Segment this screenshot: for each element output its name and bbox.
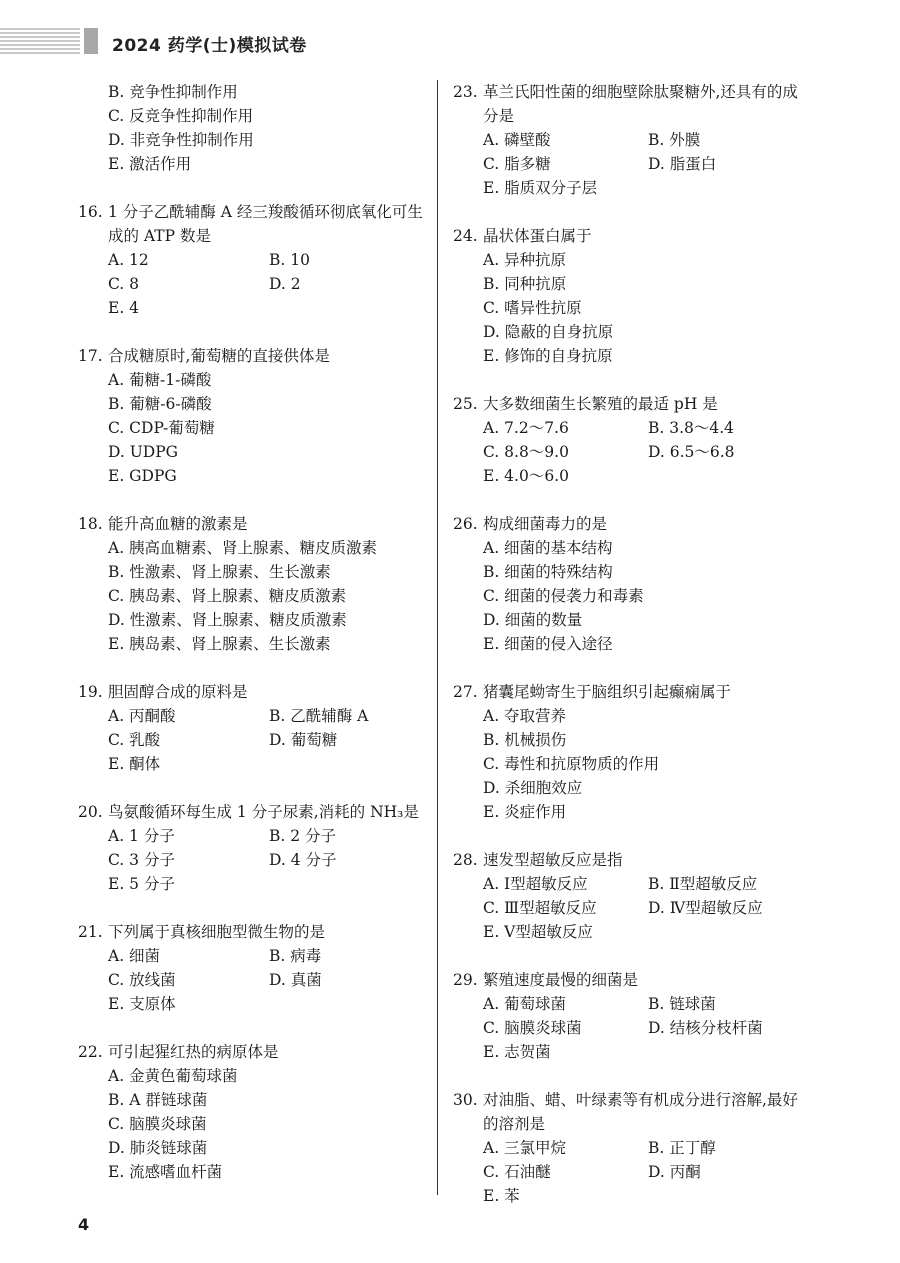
question-number: 19. xyxy=(78,683,103,701)
question-26 xyxy=(453,512,813,656)
question-number: 27. xyxy=(453,683,478,701)
answer-option: C. 毒性和抗原物质的作用 xyxy=(483,755,660,773)
question-30 xyxy=(453,1088,813,1208)
answer-option: B. A 群链球菌 xyxy=(108,1091,208,1109)
answer-option: C. 8.8～9.0 xyxy=(483,443,569,461)
answer-option: B. 2 分子 xyxy=(269,827,337,845)
answer-option: B. 同种抗原 xyxy=(483,275,567,293)
question-number: 29. xyxy=(453,971,478,989)
answer-option: A. 磷壁酸 xyxy=(483,131,551,149)
answer-option: A. 丙酮酸 xyxy=(108,707,176,725)
answer-options xyxy=(453,1136,813,1208)
header-stripe-decoration xyxy=(0,28,80,54)
answer-options xyxy=(78,536,430,656)
answer-option: D. 脂蛋白 xyxy=(648,155,717,173)
header-block-decoration xyxy=(84,28,98,54)
answer-option: B. 机械损伤 xyxy=(483,731,567,749)
answer-option: C. 乳酸 xyxy=(108,731,161,749)
answer-option: D. 结核分枝杆菌 xyxy=(648,1019,763,1037)
question-29 xyxy=(453,968,813,1064)
answer-option: C. 脑膜炎球菌 xyxy=(483,1019,582,1037)
question-stem xyxy=(453,224,813,248)
answer-option: A. 三氯甲烷 xyxy=(483,1139,567,1157)
answer-option: E. 胰岛素、肾上腺素、生长激素 xyxy=(108,635,331,653)
question-16 xyxy=(78,200,430,320)
answer-option: A. 细菌的基本结构 xyxy=(483,539,613,557)
answer-option: C. 细菌的侵袭力和毒素 xyxy=(483,587,644,605)
answer-option: C. Ⅲ型超敏反应 xyxy=(483,899,597,917)
question-stem xyxy=(78,1040,430,1064)
question-24 xyxy=(453,224,813,368)
question-stem xyxy=(453,392,813,416)
answer-options xyxy=(453,992,813,1064)
answer-options xyxy=(78,1064,430,1184)
answer-option: E. 4 xyxy=(108,299,140,317)
answer-option: A. 12 xyxy=(108,251,149,269)
answer-option: B. 链球菌 xyxy=(648,995,716,1013)
question-stem xyxy=(453,848,813,872)
answer-option: D. 杀细胞效应 xyxy=(483,779,583,797)
right-question-column xyxy=(453,80,813,1232)
answer-options xyxy=(453,416,813,488)
question-stem xyxy=(453,512,813,536)
question-21 xyxy=(78,920,430,1016)
question-stem xyxy=(453,680,813,704)
answer-option: E. GDPG xyxy=(108,467,177,485)
answer-option: E. 脂质双分子层 xyxy=(483,179,598,197)
question-number: 22. xyxy=(78,1043,103,1061)
question-number: 20. xyxy=(78,803,103,821)
answer-options xyxy=(453,128,813,200)
answer-options xyxy=(78,80,430,176)
answer-option: C. 脑膜炎球菌 xyxy=(108,1115,207,1133)
answer-option: D. 4 分子 xyxy=(269,851,337,869)
question-25 xyxy=(453,392,813,488)
answer-option: C. 反竞争性抑制作用 xyxy=(108,107,254,125)
question-20 xyxy=(78,800,430,896)
answer-options xyxy=(78,824,430,896)
question-text: 对油脂、蜡、叶绿素等有机成分进行溶解,最好的溶剂是 xyxy=(483,1091,798,1133)
answer-option: A. 异种抗原 xyxy=(483,251,567,269)
answer-option: D. 隐蔽的自身抗原 xyxy=(483,323,614,341)
answer-option: A. 金黄色葡萄球菌 xyxy=(108,1067,238,1085)
answer-option: E. 修饰的自身抗原 xyxy=(483,347,613,365)
question-stem xyxy=(78,920,430,944)
answer-option: B. 葡糖-6-磷酸 xyxy=(108,395,212,413)
answer-option: E. 炎症作用 xyxy=(483,803,567,821)
answer-option: C. 胰岛素、肾上腺素、糖皮质激素 xyxy=(108,587,347,605)
answer-option: A. 葡糖-1-磷酸 xyxy=(108,371,212,389)
question-text: 合成糖原时,葡萄糖的直接供体是 xyxy=(108,347,330,365)
question-number: 21. xyxy=(78,923,103,941)
question-stem xyxy=(78,800,430,824)
question-text: 猪囊尾蚴寄生于脑组织引起癫痫属于 xyxy=(483,683,732,701)
page-header-title: 2024 药学(士)模拟试卷 xyxy=(112,36,307,56)
answer-option: B. 3.8～4.4 xyxy=(648,419,735,437)
question-number: 16. xyxy=(78,203,103,221)
answer-option: E. 流感嗜血杆菌 xyxy=(108,1163,223,1181)
question-text: 革兰氏阳性菌的细胞壁除肽聚糖外,还具有的成分是 xyxy=(483,83,798,125)
question-number: 17. xyxy=(78,347,103,365)
question-stem xyxy=(78,344,430,368)
answer-option: D. UDPG xyxy=(108,443,179,461)
answer-option: D. 性激素、肾上腺素、糖皮质激素 xyxy=(108,611,347,629)
answer-option: B. 性激素、肾上腺素、生长激素 xyxy=(108,563,331,581)
question-number: 25. xyxy=(453,395,478,413)
answer-option: B. Ⅱ型超敏反应 xyxy=(648,875,758,893)
answer-option: C. 脂多糖 xyxy=(483,155,551,173)
question-text: 大多数细菌生长繁殖的最适 pH 是 xyxy=(483,395,718,413)
answer-option: B. 10 xyxy=(269,251,310,269)
question-text: 下列属于真核细胞型微生物的是 xyxy=(108,923,326,941)
answer-option: B. 乙酰辅酶 A xyxy=(269,707,369,725)
question-number: 28. xyxy=(453,851,478,869)
answer-option: D. 6.5～6.8 xyxy=(648,443,735,461)
question-number: 18. xyxy=(78,515,103,533)
answer-option: E. 支原体 xyxy=(108,995,176,1013)
answer-option: D. 葡萄糖 xyxy=(269,731,338,749)
answer-option: E. Ⅴ型超敏反应 xyxy=(483,923,593,941)
answer-option: D. 细菌的数量 xyxy=(483,611,583,629)
question-text: 繁殖速度最慢的细菌是 xyxy=(483,971,639,989)
question-text: 构成细菌毒力的是 xyxy=(483,515,608,533)
page-number: 4 xyxy=(78,1215,90,1234)
answer-option: B. 细菌的特殊结构 xyxy=(483,563,613,581)
answer-option: A. 细菌 xyxy=(108,947,161,965)
answer-option: C. 3 分子 xyxy=(108,851,175,869)
question-stem xyxy=(453,968,813,992)
answer-option: A. Ⅰ型超敏反应 xyxy=(483,875,588,893)
question-27 xyxy=(453,680,813,824)
question-18 xyxy=(78,512,430,656)
answer-option: B. 正丁醇 xyxy=(648,1139,716,1157)
question-number: 24. xyxy=(453,227,478,245)
question-text: 晶状体蛋白属于 xyxy=(483,227,592,245)
answer-options xyxy=(453,704,813,824)
answer-options xyxy=(78,248,430,320)
answer-option: D. 2 xyxy=(269,275,301,293)
question-stem xyxy=(78,200,430,248)
question-text: 胆固醇合成的原料是 xyxy=(108,683,248,701)
question-number: 23. xyxy=(453,83,478,101)
answer-option: A. 胰高血糖素、肾上腺素、糖皮质激素 xyxy=(108,539,378,557)
answer-option: D. 真菌 xyxy=(269,971,322,989)
answer-options xyxy=(78,704,430,776)
column-divider xyxy=(437,80,438,1195)
question-text: 1 分子乙酰辅酶 A 经三羧酸循环彻底氧化可生成的 ATP 数是 xyxy=(108,203,423,245)
question-stem xyxy=(453,80,813,128)
question-stem xyxy=(453,1088,813,1136)
answer-option: C. 石油醚 xyxy=(483,1163,551,1181)
answer-options xyxy=(78,944,430,1016)
answer-option: B. 病毒 xyxy=(269,947,322,965)
question-22 xyxy=(78,1040,430,1184)
answer-option: A. 葡萄球菌 xyxy=(483,995,567,1013)
question-17 xyxy=(78,344,430,488)
answer-option: C. 嗜异性抗原 xyxy=(483,299,582,317)
answer-options xyxy=(453,536,813,656)
question-28 xyxy=(453,848,813,944)
answer-option: A. 7.2～7.6 xyxy=(483,419,569,437)
answer-option: D. 非竞争性抑制作用 xyxy=(108,131,254,149)
answer-option: D. 肺炎链球菌 xyxy=(108,1139,208,1157)
answer-option: D. Ⅳ型超敏反应 xyxy=(648,899,763,917)
answer-option: E. 志贺菌 xyxy=(483,1043,551,1061)
answer-option: E. 激活作用 xyxy=(108,155,192,173)
question-19 xyxy=(78,680,430,776)
question-text: 鸟氨酸循环每生成 1 分子尿素,消耗的 NH₃是 xyxy=(108,803,419,821)
answer-option: B. 外膜 xyxy=(648,131,701,149)
question-23 xyxy=(453,80,813,200)
question-stem xyxy=(78,512,430,536)
question-text: 能升高血糖的激素是 xyxy=(108,515,248,533)
question-text: 可引起猩红热的病原体是 xyxy=(108,1043,279,1061)
answer-option: E. 细菌的侵入途径 xyxy=(483,635,613,653)
answer-option: A. 1 分子 xyxy=(108,827,175,845)
answer-option: B. 竞争性抑制作用 xyxy=(108,83,238,101)
answer-options xyxy=(453,248,813,368)
answer-option: C. 放线菌 xyxy=(108,971,176,989)
question-text: 速发型超敏反应是指 xyxy=(483,851,623,869)
question-continued xyxy=(78,80,430,176)
answer-option: D. 丙酮 xyxy=(648,1163,701,1181)
answer-options xyxy=(78,368,430,488)
question-stem xyxy=(78,680,430,704)
answer-option: E. 5 分子 xyxy=(108,875,175,893)
question-number: 30. xyxy=(453,1091,478,1109)
answer-option: E. 酮体 xyxy=(108,755,161,773)
answer-option: E. 苯 xyxy=(483,1187,520,1205)
question-number: 26. xyxy=(453,515,478,533)
answer-option: C. 8 xyxy=(108,275,140,293)
answer-option: E. 4.0～6.0 xyxy=(483,467,569,485)
answer-options xyxy=(453,872,813,944)
answer-option: C. CDP-葡萄糖 xyxy=(108,419,215,437)
left-question-column xyxy=(78,80,430,1208)
answer-option: A. 夺取营养 xyxy=(483,707,567,725)
